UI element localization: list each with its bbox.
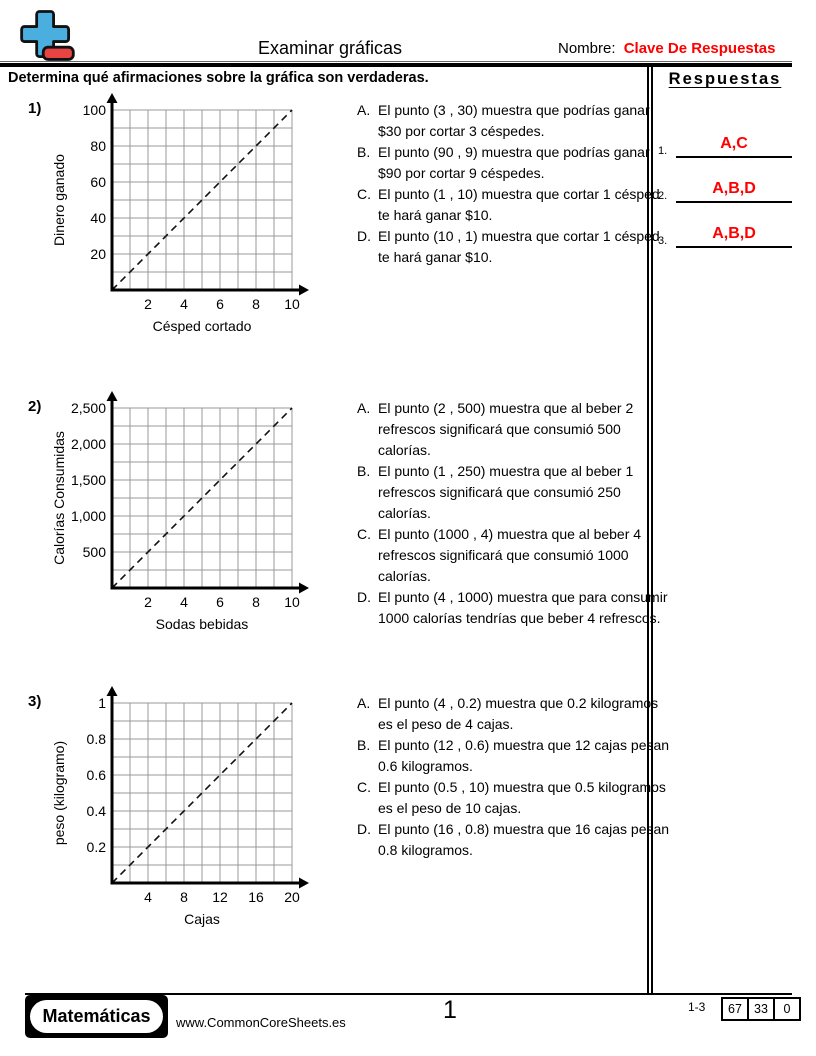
y-axis-label: peso (kilogramo) [51,740,67,846]
choice-text: El punto (2 , 500) muestra que al beber 2 refrescos significará que consumió 500 calorías. [378,400,634,458]
x-axis-label: Césped cortado [152,318,252,334]
x-tick-label: 6 [216,594,224,610]
x-axis-label: Cajas [184,911,220,927]
answers-title: Respuestas [668,70,782,88]
commoncoresheets-plus-minus-logo-icon [16,7,78,63]
choice-letter: A. [357,695,371,711]
y-tick-label: 0.2 [86,839,106,855]
y-tick-label: 80 [90,138,106,154]
x-tick-label: 2 [144,296,152,312]
x-tick-label: 10 [284,594,300,610]
choice-b [357,735,673,777]
choice-b [357,461,673,524]
choice-text: El punto (12 , 0.6) muestra que 12 cajas pesan 0.6 kilogramos. [378,737,670,774]
choice-text: El punto (90 , 9) muestra que podrías ganar $90 por cortar 9 céspedes. [378,144,650,181]
x-tick-label: 4 [144,889,152,905]
answer-number: 1. [658,145,668,157]
problems-range-label: 1-3 [688,1000,706,1014]
choice-letter: D. [357,589,371,605]
plus-minus-icon [16,7,78,63]
choice-letter: B. [357,463,371,479]
x-tick-label: 8 [252,296,260,312]
name-value: Clave De Respuestas [623,40,776,57]
x-tick-label: 12 [212,889,228,905]
score-box: 0 [773,997,801,1021]
x-tick-label: 16 [248,889,264,905]
choice-a [357,693,673,735]
choice-letter: C. [357,779,371,795]
problem-2-graph [50,398,334,644]
choice-d [357,226,673,268]
header-divider-thin [0,61,792,62]
choice-letter: D. [357,821,371,837]
x-tick-label: 8 [252,594,260,610]
problem-1-choices [357,100,673,268]
choice-letter: B. [357,737,371,753]
name-label: Nombre: [558,40,616,57]
choice-text: El punto (4 , 1000) muestra que para consumir 1000 calorías tendrías que beber 4 refrescos. [378,589,668,626]
answer-number: 2. [658,190,668,202]
y-tick-label: 0.6 [86,767,106,783]
answer-value: A,B,D [676,180,792,203]
y-axis-label: Dinero ganado [51,154,67,246]
problem-number: 3) [28,693,42,710]
y-tick-label: 100 [82,102,106,118]
score-boxes [721,997,801,1021]
answer-item [658,176,792,203]
y-tick-label: 1 [98,695,106,711]
x-tick-label: 8 [180,889,188,905]
choice-letter: B. [357,144,371,160]
graph-plot [112,408,292,588]
page-title: Examinar gráficas [257,38,403,58]
y-tick-label: 0.4 [86,803,106,819]
name-row [558,40,775,57]
x-tick-label: 10 [284,296,300,312]
y-tick-label: 2,500 [70,400,106,416]
x-tick-label: 6 [216,296,224,312]
choice-letter: D. [357,228,371,244]
y-tick-label: 40 [90,210,106,226]
x-tick-label: 2 [144,594,152,610]
problem-2-choices [357,398,673,629]
brand-name: Matemáticas [30,1000,163,1033]
choice-text: El punto (1000 , 4) muestra que al beber 4 refrescos significará que consumió 1000 calorías. [378,526,642,584]
y-tick-label: 1,500 [70,472,106,488]
x-tick-label: 4 [180,594,188,610]
choice-d [357,587,673,629]
brand-logo [25,995,168,1038]
x-tick-label: 4 [180,296,188,312]
answer-value: A,C [676,135,792,158]
answers-panel [658,70,792,248]
y-tick-label: 60 [90,174,106,190]
y-tick-label: 20 [90,246,106,262]
problem-number: 2) [28,398,42,415]
choice-text: El punto (4 , 0.2) muestra que 0.2 kilogramos es el peso de 4 cajas. [378,695,659,732]
y-tick-label: 1,000 [70,508,106,524]
problem-1-graph [50,100,334,346]
x-axis-label: Sodas bebidas [155,616,249,632]
choice-a [357,398,673,461]
choice-b [357,142,673,184]
y-tick-label: 500 [82,544,106,560]
score-box: 33 [747,997,775,1021]
graph-plot [112,110,292,290]
choice-text: El punto (10 , 1) muestra que cortar 1 césped te hará ganar $10. [378,228,660,265]
choice-letter: A. [357,102,371,118]
choice-text: El punto (3 , 30) muestra que podrías ganar $30 por cortar 3 céspedes. [378,102,650,139]
choice-c [357,184,673,226]
score-box: 67 [721,997,749,1021]
answer-number: 3. [658,235,668,247]
problem-number: 1) [28,100,42,117]
y-axis-label: Calorías Consumidas [51,431,67,565]
choice-c [357,524,673,587]
choice-d [357,819,673,861]
choice-letter: C. [357,526,371,542]
choice-text: El punto (0.5 , 10) muestra que 0.5 kilogramos es el peso de 10 cajas. [378,779,666,816]
website-url: www.CommonCoreSheets.es [176,1015,346,1030]
y-tick-label: 2,000 [70,436,106,452]
problem-3-choices [357,693,673,861]
problem-3-graph [50,693,334,939]
answer-item [658,131,792,158]
page-number: 1 [443,996,457,1024]
choice-a [357,100,673,142]
x-tick-label: 20 [284,889,300,905]
graph-plot [112,703,292,883]
choice-text: El punto (1 , 250) muestra que al beber 1 refrescos significará que consumió 250 calorías. [378,463,634,521]
answer-item [658,221,792,248]
choice-text: El punto (16 , 0.8) muestra que 16 cajas pesan 0.8 kilogramos. [378,821,670,858]
answer-value: A,B,D [676,225,792,248]
choice-text: El punto (1 , 10) muestra que cortar 1 césped te hará ganar $10. [378,186,660,223]
instruction-text: Determina qué afirmaciones sobre la gráfica son verdaderas. [8,70,429,86]
choice-letter: A. [357,400,371,416]
header-divider-thick [0,63,792,67]
choice-c [357,777,673,819]
y-tick-label: 0.8 [86,731,106,747]
choice-letter: C. [357,186,371,202]
